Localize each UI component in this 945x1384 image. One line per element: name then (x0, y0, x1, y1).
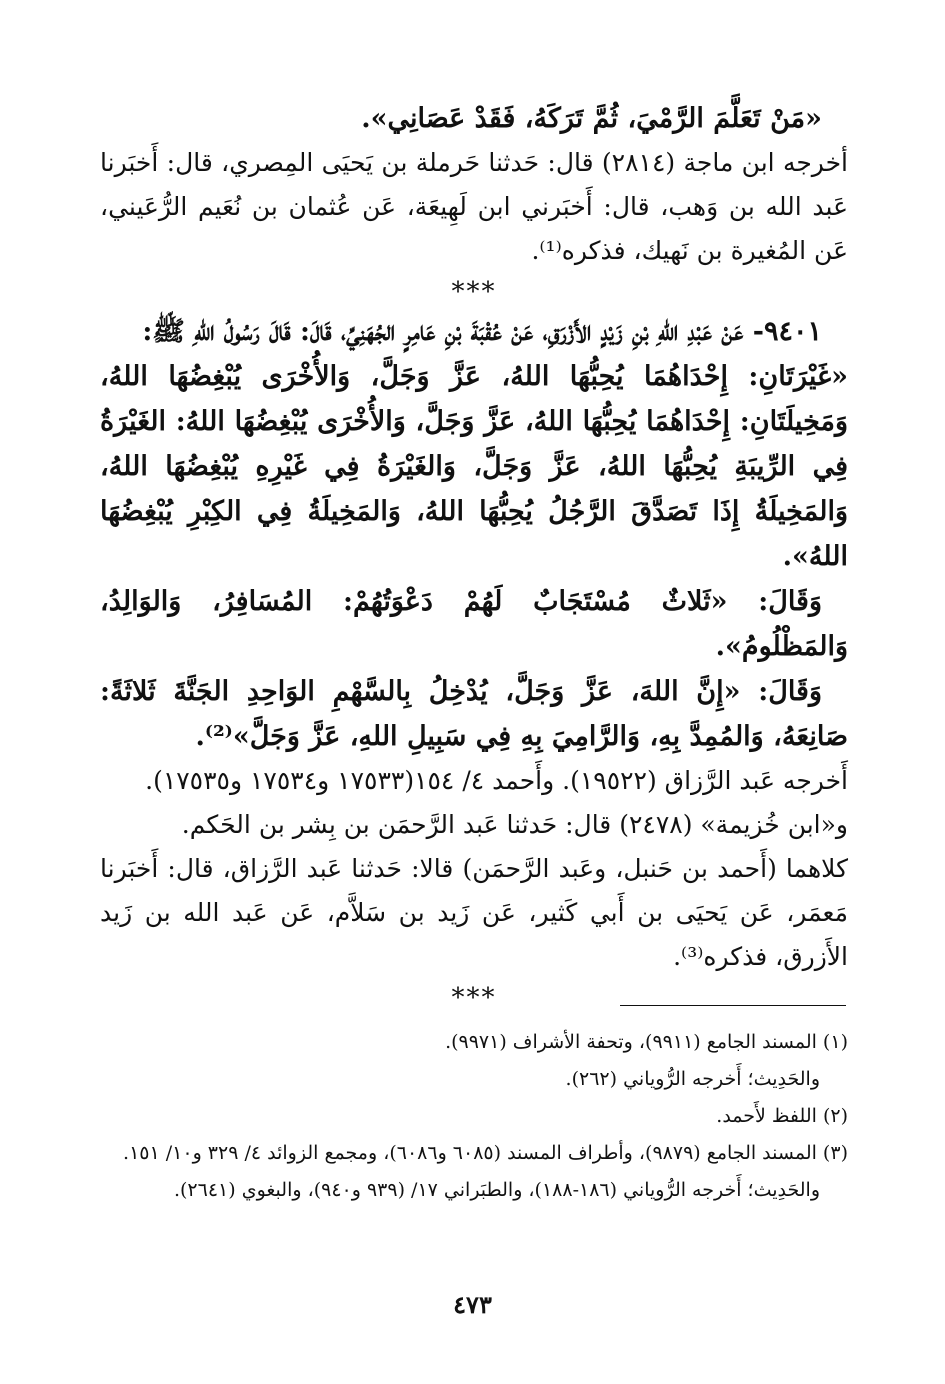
takhrij-chain-summary: كلاهما (أَحمد بن حَنبل، وعَبد الرَّحمَن) قالا: حَدثنا عَبد الرَّزاق، قال: أَخبَرنا مَعمَر، عَن يَحيَى بن أَبي كَثير، عَن زَيد بن سَلاَّم، عَن عَبد الله بن زَيد الأَزرق، فذكره⁽³⁾. (100, 854, 848, 971)
section-separator: *** (451, 277, 497, 307)
hadith-9401-third-saying: وَقَالَ: «إِنَّ اللهَ، عَزَّ وَجَلَّ، يُدْخِلُ بِالسَّهْمِ الوَاحِدِ الجَنَّةَ ثَلاثَةً: صَانِعَهُ، وَالمُمِدَّ بِهِ، وَالرَّامِيَ بِهِ فِي سَبِيلِ اللهِ، عَزَّ وَجَلَّ»⁽²⁾. (100, 676, 848, 752)
hadith-9401-isnad: ٩٤٠١- عَنْ عَبْدِ اللهِ بْنِ زَيْدٍ الأَزْرَقِ، عَنْ عُقْبَةَ بْنِ عَامِرٍ الجُهَنِيِّ، قَالَ: قَالَ رَسُولُ اللهِ ﷺ: (142, 316, 822, 347)
takhrij-ibn-majah: أخرجه ابن ماجة (٢٨١٤) قال: حَدثنا حَرملة بن يَحيَى المِصري، قال: أَخبَرنا عَبد الله بن وَهب، قال: أَخبَرني ابن لَهِيعَة، عَن عُثمان بن نُعَيم الرُّعَيني، عَن المُغيرة بن نَهيك، فذكره⁽¹⁾. (100, 148, 848, 265)
takhrij-ibn-khuzaymah: و«ابن خُزيمة» (٢٤٧٨) قال: حَدثنا عَبد الرَّحمَن بن بِشر بن الحَكم. (181, 810, 848, 839)
hadith-text-continuation: «مَنْ تَعَلَّمَ الرَّمْيَ، ثُمَّ تَرَكَهُ، فَقَدْ عَصَانِي». (361, 103, 822, 134)
footnote-3-continuation: والحَدِيث؛ أَخرجه الرُّوياني (١٨٦-١٨٨)، والطبَراني ١٧/ (٩٣٩ و٩٤٠)، والبغوي (٢٦٤١). (173, 1179, 820, 1201)
page-number: ٤٧٣ (453, 1290, 492, 1319)
takhrij-abdurrazzaq-ahmad: أَخرجه عَبد الرَّزاق (١٩٥٢٢). وأَحمد ٤/ ١٥٤(١٧٥٣٣ و١٧٥٣٤ و١٧٥٣٥). (145, 766, 848, 795)
footnotes (118, 1024, 848, 1209)
hadith-9401-second-saying: وَقَالَ: «ثَلاثٌ مُسْتَجَابٌ لَهُمْ دَعْوَتُهُمْ: المُسَافِرُ، وَالوَالِدُ، وَالمَظْلُومُ». (100, 586, 848, 662)
footnote-1: (١) المسند الجامع (٩٩١١)، وتحفة الأشراف (٩٩٧١). (445, 1031, 848, 1053)
main-text (100, 96, 848, 1015)
footnote-divider (620, 1005, 846, 1006)
footnote-1-continuation: والحَدِيث؛ أَخرجه الرُّوياني (٢٦٢). (565, 1068, 820, 1090)
footnote-3: (٣) المسند الجامع (٩٨٧٩)، وأطراف المسند (٦٠٨٥ و٦٠٨٦)، ومجمع الزوائد ٤/ ٣٢٩ و١٠/ ١٥١. (123, 1142, 848, 1164)
section-separator-end: *** (451, 983, 497, 1013)
hadith-9401-matn: «غَيْرَتَانِ: إِحْدَاهُمَا يُحِبُّهَا اللهُ، عَزَّ وَجَلَّ، وَالأُخْرَى يُبْغِضُهَا اللهُ، وَمَخِيلَتَانِ: إِحْدَاهُمَا يُحِبُّهَا اللهُ، عَزَّ وَجَلَّ، وَالأُخْرَى يُبْغِضُهَا اللهُ: الغَيْرَةُ فِي الرِّيبَةِ يُحِبُّهَا اللهُ، عَزَّ وَجَلَّ، وَالغَيْرَةُ فِي غَيْرِهِ يُبْغِضُهَا اللهُ، وَالمَخِيلَةُ إِذَا تَصَدَّقَ الرَّجُلُ يُحِبُّهَا اللهُ، وَالمَخِيلَةُ فِي الكِبْرِ يُبْغِضُهَا اللهُ». (100, 361, 848, 572)
footnote-2: (٢) اللفظ لأَحمد. (716, 1105, 848, 1127)
